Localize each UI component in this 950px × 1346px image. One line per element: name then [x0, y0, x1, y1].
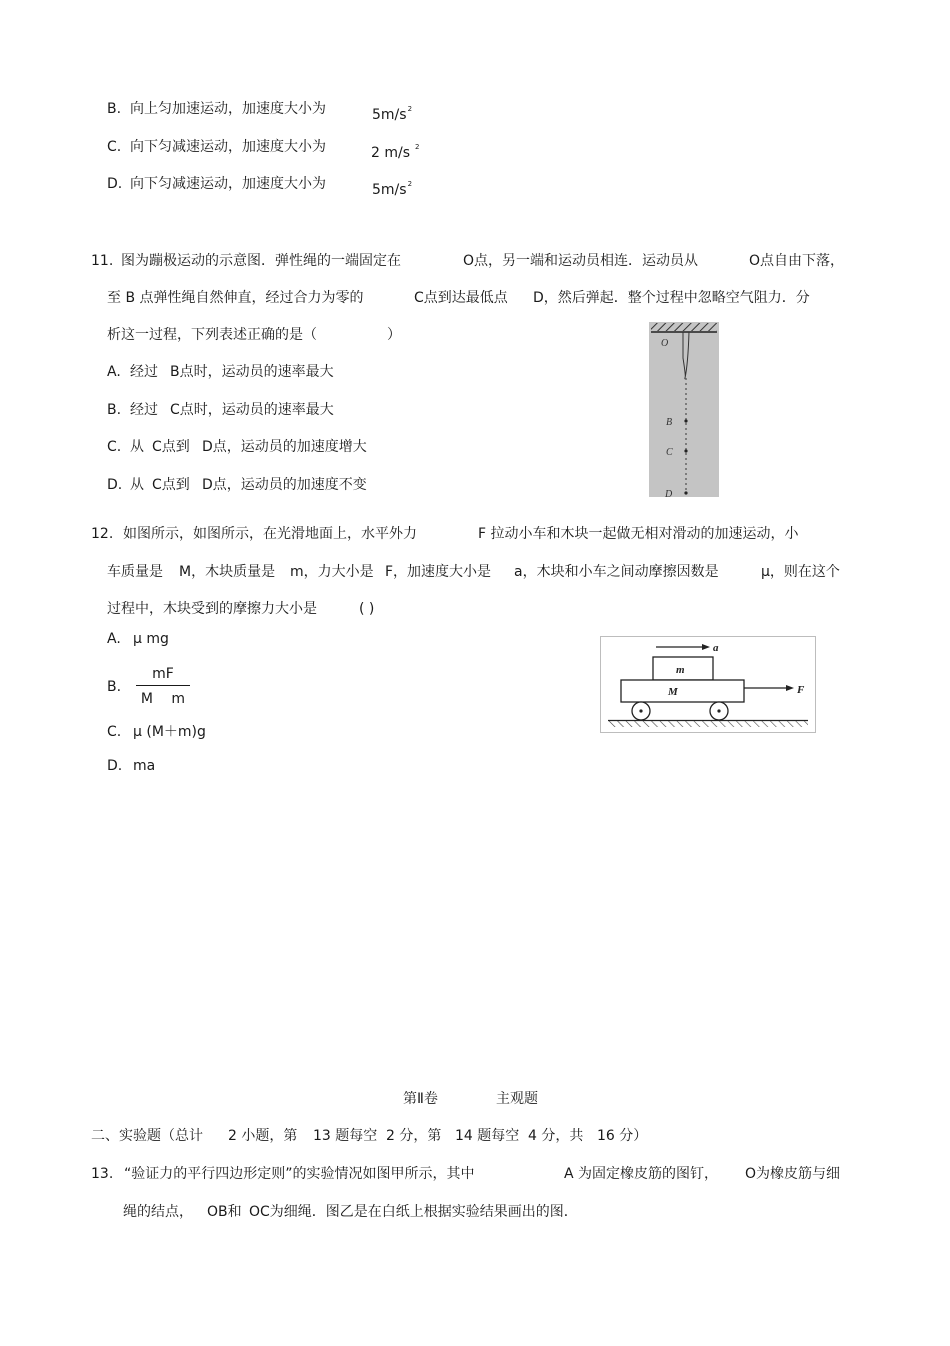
q11-text: 析这一过程，下列表述正确的是（	[107, 327, 317, 343]
figure-background	[649, 322, 719, 497]
wheel-left-hub	[639, 709, 642, 712]
option-label: D.	[107, 176, 123, 192]
option-label: B.	[107, 679, 122, 695]
label-m: m	[676, 664, 685, 676]
fraction-bar	[136, 685, 190, 686]
q12-text: 过程中，木块受到的摩擦力大小是	[107, 601, 317, 617]
q11-text: 图为蹦极运动的示意图．弹性绳的一端固定在	[121, 253, 401, 269]
q13-text: OC为细绳．图乙是在白纸上根据实验结果画出的图．	[249, 1204, 578, 1220]
label-f: F	[797, 684, 805, 696]
cart-body	[621, 680, 744, 702]
ground-hatch	[608, 721, 808, 727]
fraction-denominator: M m	[140, 691, 186, 707]
section-title-part: 第Ⅱ卷	[403, 1091, 438, 1107]
q13-text: O为橡皮筋与细	[745, 1166, 841, 1182]
heading-part: 16 分）	[597, 1128, 648, 1144]
heading-part: 二、实验题（总计	[91, 1128, 203, 1144]
option-label: C.	[107, 724, 122, 740]
label-b: B	[666, 417, 673, 428]
q13-text: OB和	[207, 1204, 242, 1220]
option-text: D点，运动员的加速度增大	[202, 439, 367, 455]
option-label: B.	[107, 101, 122, 117]
heading-part: 2 分，第	[386, 1128, 442, 1144]
point-d-dot	[684, 491, 687, 494]
option-label: C.	[107, 139, 122, 155]
option-label: A.	[107, 364, 121, 380]
q12-text: ( )	[359, 601, 375, 617]
option-text: C点到	[152, 439, 190, 455]
point-c-dot	[684, 449, 687, 452]
question-number: 11.	[91, 253, 114, 269]
q12-text: m，力大小是	[290, 564, 374, 580]
option-label: D.	[107, 758, 123, 774]
option-text: C点时，运动员的速率最大	[170, 402, 334, 418]
option-text: 经过	[130, 364, 158, 380]
option-value: $5m/s^2$	[372, 180, 413, 198]
cart-figure	[600, 636, 816, 733]
option-text: μ (M＋m)g	[133, 724, 206, 740]
label-a: a	[713, 642, 719, 654]
option-text: 从	[130, 477, 144, 493]
question-number: 12.	[91, 526, 114, 542]
label-cart-m: M	[668, 686, 678, 698]
heading-part: 2 小题，第	[228, 1128, 298, 1144]
label-d: D	[665, 489, 673, 497]
option-text: 向下匀减速运动，加速度大小为	[130, 176, 326, 192]
q13-text: A 为固定橡皮筋的图钉，	[564, 1166, 719, 1182]
option-text: μ mg	[133, 631, 169, 647]
option-text: 向下匀减速运动，加速度大小为	[130, 139, 326, 155]
wheel-right-hub	[717, 709, 720, 712]
q11-text: D，然后弹起．整个过程中忽略空气阻力．分	[533, 290, 810, 306]
q11-text: O点自由下落，	[749, 253, 845, 269]
option-value: 2 m/s $^2$	[371, 143, 420, 161]
point-b-dot	[684, 419, 687, 422]
q11-text: O点，另一端和运动员相连．运动员从	[463, 253, 699, 269]
option-text: 从	[130, 439, 144, 455]
option-text: 向上匀加速运动，加速度大小为	[130, 101, 326, 117]
label-c: C	[666, 447, 673, 458]
label-o: O	[661, 338, 669, 349]
q12-text: a，木块和小车之间动摩擦因数是	[514, 564, 719, 580]
q12-text: 如图所示，如图所示，在光滑地面上，水平外力	[123, 526, 417, 542]
option-text: 经过	[130, 402, 158, 418]
heading-part: 14 题每空	[455, 1128, 520, 1144]
option-label: A.	[107, 631, 121, 647]
q11-text: C点到达最低点	[414, 290, 508, 306]
heading-part: 4 分，共	[528, 1128, 584, 1144]
option-label: C.	[107, 439, 122, 455]
option-text: ma	[133, 758, 156, 774]
fraction-numerator: mF	[152, 666, 174, 682]
q12-option-b-fraction	[136, 664, 190, 709]
option-text: D点，运动员的加速度不变	[202, 477, 367, 493]
heading-part: 13 题每空	[313, 1128, 378, 1144]
q11-text: 至 B 点弹性绳自然伸直，经过合力为零的	[107, 290, 364, 306]
q13-text: 绳的结点，	[123, 1204, 193, 1220]
section-title-part: 主观题	[496, 1091, 538, 1107]
q12-text: 车质量是	[107, 564, 163, 580]
q11-text: ）	[387, 327, 401, 343]
q12-text: μ，则在这个	[761, 564, 840, 580]
bungee-figure	[649, 322, 719, 497]
option-text: B点时，运动员的速率最大	[170, 364, 334, 380]
q13-text: “验证力的平行四边形定则”的实验情况如图甲所示，其中	[124, 1166, 475, 1182]
q12-text: F 拉动小车和木块一起做无相对滑动的加速运动，小	[478, 526, 799, 542]
option-label: B.	[107, 402, 122, 418]
option-text: C点到	[152, 477, 190, 493]
question-number: 13.	[91, 1166, 114, 1182]
option-value: $5m/s^2$	[372, 105, 413, 123]
q12-text: M，木块质量是	[179, 564, 276, 580]
q12-text: F，加速度大小是	[385, 564, 492, 580]
option-label: D.	[107, 477, 123, 493]
ceiling-hatch	[651, 323, 717, 331]
